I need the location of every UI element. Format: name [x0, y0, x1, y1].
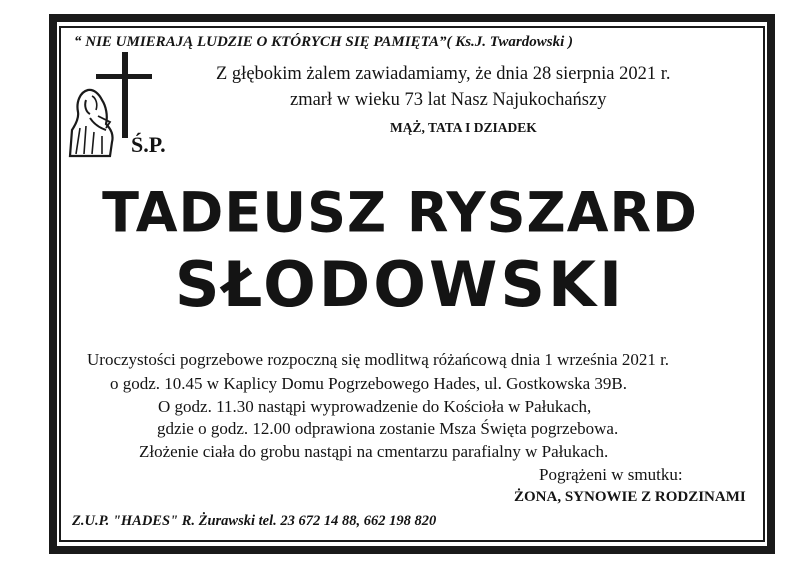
ceremony-line-3: O godz. 11.30 nastąpi wyprowadzenie do Kościoła w Pałukach, [158, 397, 592, 416]
memorial-quote: “ NIE UMIERAJĄ LUDZIE O KTÓRYCH SIĘ PAMIĘTA”( Ks.J. Twardowski ) [74, 34, 573, 50]
deceased-surname: SŁODOWSKI [174, 248, 626, 321]
relation-line: MĄŻ, TATA I DZIADEK [390, 120, 537, 135]
mourners-names: ŻONA, SYNOWIE Z RODZINAMI [514, 489, 746, 505]
ceremony-line-5: Złożenie ciała do grobu nastąpi na cmentarzu parafialny w Pałukach. [139, 442, 609, 461]
deceased-first-names: TADEUSZ RYSZARD [102, 180, 698, 245]
ceremony-line-1: Uroczystości pogrzebowe rozpoczną się modlitwą różańcową dnia 1 września 2021 r. [87, 350, 670, 369]
mourners-label: Pogrążeni w smutku: [539, 465, 683, 484]
announcement-line-1: Z głębokim żalem zawiadamiamy, że dnia 28 sierpnia 2021 r. [216, 64, 671, 84]
ceremony-line-4: gdzie o godz. 12.00 odprawiona zostanie Msza Święta pogrzebowa. [157, 419, 619, 438]
announcement-line-2: zmarł w wieku 73 lat Nasz Najukochańszy [290, 90, 607, 110]
funeral-home-footer: Z.U.P. "HADES" R. Żurawski tel. 23 672 14 88, 662 198 820 [72, 513, 437, 529]
ceremony-line-2: o godz. 10.45 w Kaplicy Domu Pogrzebowego Hades, ul. Gostkowska 39B. [110, 374, 628, 393]
prefix-sp: Ś.P. [131, 132, 166, 157]
